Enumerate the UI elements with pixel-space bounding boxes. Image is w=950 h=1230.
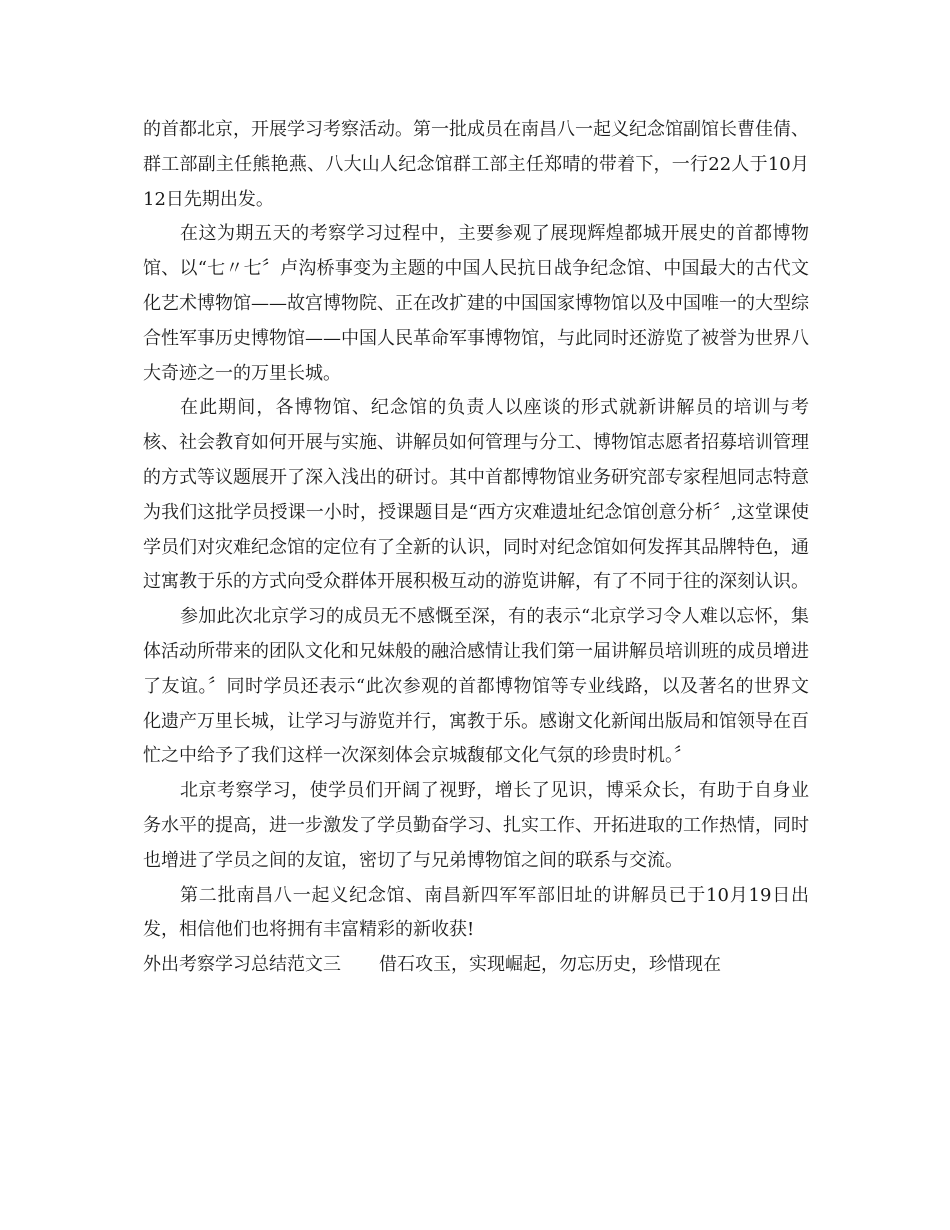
paragraph-continuation: 的首都北京，开展学习考察活动。第一批成员在南昌八一起义纪念馆副馆长曹佳倩、群工部副主任熊艳燕、八大山人纪念馆群工部主任郑晴的带着下，一行22人于10月12日先期出发。 bbox=[143, 119, 809, 210]
document-body bbox=[143, 113, 809, 983]
section-title: 外出考察学习总结范文三 bbox=[143, 954, 341, 976]
section-subtitle: 借石攻玉，实现崛起，勿忘历史，珍惜现在 bbox=[379, 954, 721, 976]
paragraph-summary: 北京考察学习，使学员们开阔了视野，增长了见识，博采众长，有助于自身业务水平的提高，进一步激发了学员勤奋学习、扎实工作、开拓进取的工作热情，同时也增进了学员之间的友谊，密切了与兄弟博物馆之间的联系与交流。 bbox=[143, 780, 809, 871]
paragraph-second-batch: 第二批南昌八一起义纪念馆、南昌新四军军部旧址的讲解员已于10月19日出发，相信他们也将拥有丰富精彩的新收获! bbox=[143, 884, 809, 941]
paragraph-study-trip: 在这为期五天的考察学习过程中，主要参观了展现辉煌都城开展史的首都博物馆、以“七〃七〞卢沟桥事变为主题的中国人民抗日战争纪念馆、中国最大的古代文化艺术博物馆——故宫博物院、正在改扩建的中国国家博物馆以及中国唯一的大型综合性军事历史博物馆——中国人民革命军事博物馆，与此同时还游览了被誉为世界八大奇迹之一的万里长城。 bbox=[143, 223, 809, 384]
next-section-heading bbox=[143, 948, 809, 983]
paragraph-seminar: 在此期间，各博物馆、纪念馆的负责人以座谈的形式就新讲解员的培训与考核、社会教育如何开展与实施、讲解员如何管理与分工、博物馆志愿者招募培训管理的方式等议题展开了深入浅出的研讨。其中首都博物馆业务研究部专家程旭同志特意为我们这批学员授课一小时，授课题目是“西方灾难遗址纪念馆创意分析〞,这堂课使学员们对灾难纪念馆的定位有了全新的认识，同时对纪念馆如何发挥其品牌特色，通过寓教于乐的方式向受众群体开展积极互动的游览讲解，有了不同于往的深刻认识。 bbox=[143, 397, 809, 593]
paragraph-reflections: 参加此次北京学习的成员无不感慨至深，有的表示“北京学习令人难以忘怀，集体活动所带来的团队文化和兄妹般的融洽感情让我们第一届讲解员培训班的成员增进了友谊。〞同时学员还表示“此次参观的首都博物馆等专业线路，以及著名的世界文化遗产万里长城，让学习与游览并行，寓教于乐。感谢文化新闻出版局和馆领导在百忙之中给予了我们这样一次深刻体会京城馥郁文化气氛的珍贵时机。〞 bbox=[143, 606, 809, 767]
